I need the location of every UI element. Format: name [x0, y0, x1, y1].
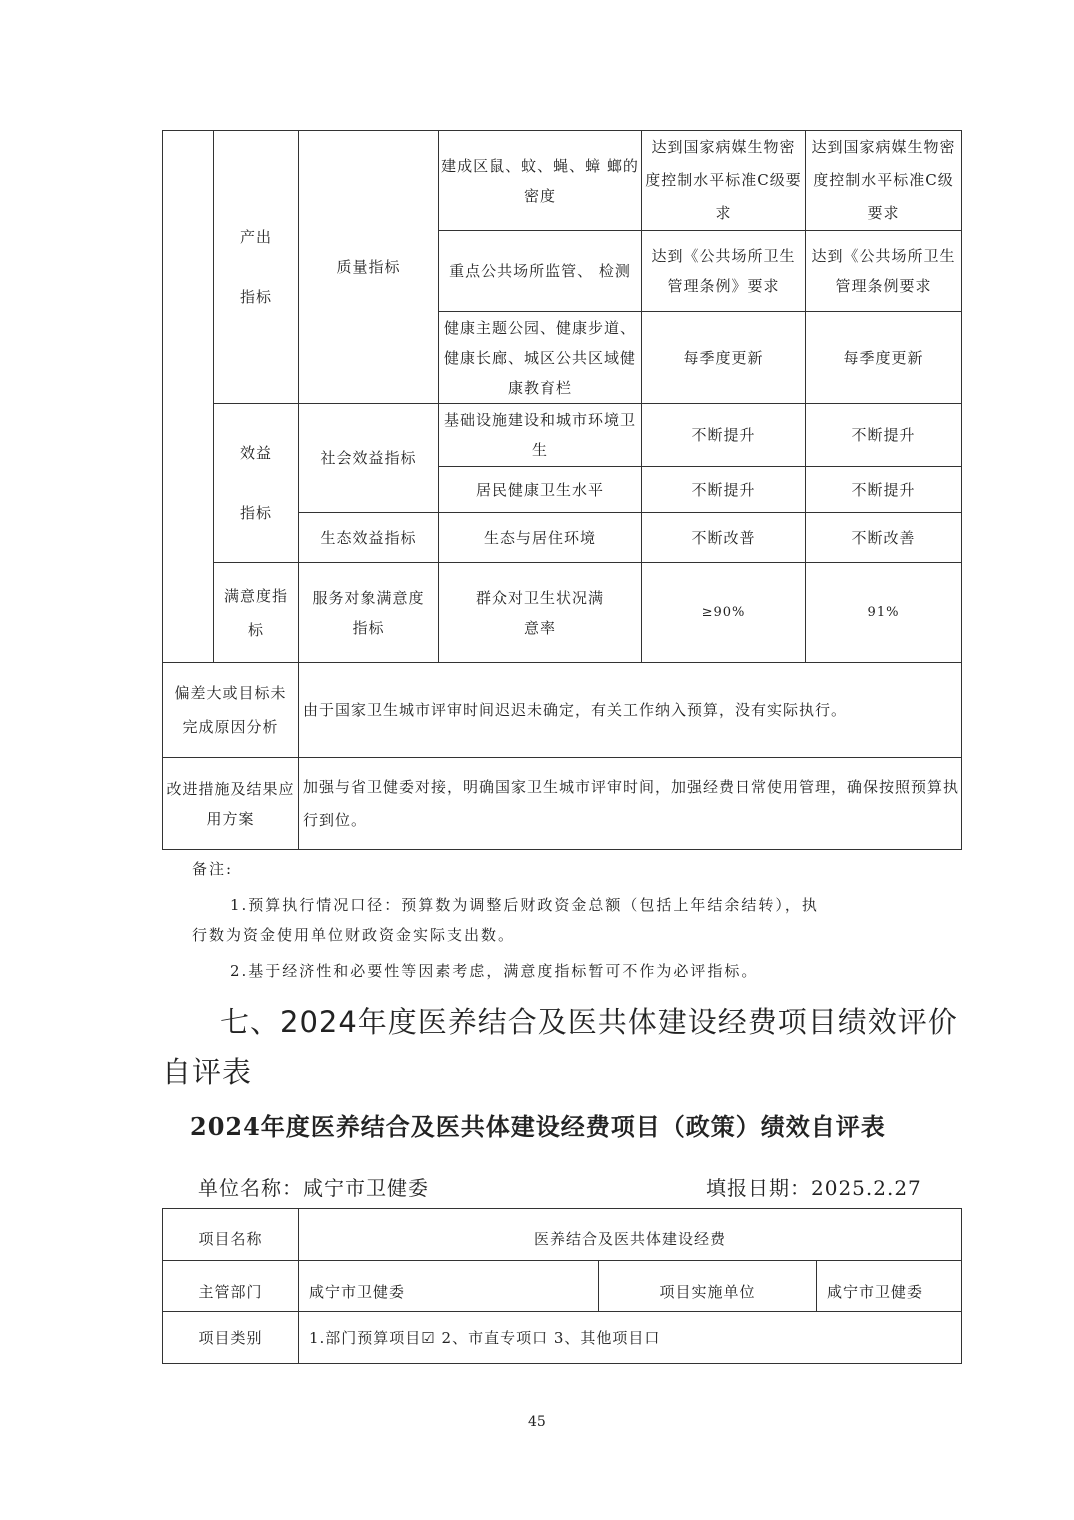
- health-item: 健康主题公园、健康步道、健康长廊、城区公共区域健康教育栏: [439, 312, 642, 404]
- note-1a: 1.预算执行情况口径：预算数为调整后财政资金总额（包括上年结余结转），执: [230, 896, 819, 914]
- health-target: 每季度更新: [642, 312, 806, 404]
- eco-target: 不断改普: [642, 513, 806, 563]
- resident-target: 不断提升: [642, 467, 806, 513]
- quality-indicator: 质量指标: [299, 131, 439, 404]
- resident-item: 居民健康卫生水平: [439, 467, 642, 513]
- notes-title: 备注:: [192, 860, 234, 878]
- sat-actual: 91%: [806, 563, 962, 663]
- table-title: 2024年度医养结合及医共体建设经费项目（政策）绩效自评表: [190, 1112, 886, 1141]
- benefit-indicator: 效益 指标: [214, 404, 299, 563]
- category-label: 项目类别: [163, 1312, 299, 1364]
- density-target: 达到国家病媒生物密度控制水平标准C级要求: [642, 131, 806, 231]
- infra-target: 不断提升: [642, 404, 806, 467]
- sat-target: ≥90%: [642, 563, 806, 663]
- public-item: 重点公共场所监管、 检测: [439, 231, 642, 312]
- unit-name: 单位名称：咸宁市卫健委: [198, 1176, 429, 1200]
- eco-actual: 不断改善: [806, 513, 962, 563]
- impl-label: 项目实施单位: [599, 1261, 817, 1312]
- density-actual: 达到国家病媒生物密度控制水平标准C级要求: [806, 131, 962, 231]
- project-name: 医养结合及医共体建设经费: [299, 1209, 962, 1261]
- satisfaction-indicator: 满意度指 标: [214, 563, 299, 663]
- dept-value: 咸宁市卫健委: [299, 1261, 599, 1312]
- health-actual: 每季度更新: [806, 312, 962, 404]
- eco-item: 生态与居住环境: [439, 513, 642, 563]
- blank-cell: [163, 131, 214, 663]
- public-target: 达到《公共场所卫生管理条例》要求: [642, 231, 806, 312]
- density-item: 建成区鼠、蚊、蝇、蟑 螂的密度: [439, 131, 642, 231]
- sat-item: 群众对卫生状况满 意率: [439, 563, 642, 663]
- page-number: 45: [528, 1414, 546, 1430]
- social-benefit: 社会效益指标: [299, 404, 439, 513]
- output-indicator: 产出 指标: [214, 131, 299, 404]
- deviation-text: 由于国家卫生城市评审时间迟迟未确定，有关工作纳入预算，没有实际执行。: [299, 663, 962, 758]
- category-value: 1.部门预算项目☑ 2、市直专项口 3、其他项目口: [299, 1312, 962, 1364]
- note-1b: 行数为资金使用单位财政资金实际支出数。: [192, 926, 516, 944]
- improve-label: 改进措施及结果应 用方案: [163, 758, 299, 850]
- indicator-table: [162, 130, 962, 850]
- deviation-label: 偏差大或目标未 完成原因分析: [163, 663, 299, 758]
- dept-label: 主管部门: [163, 1261, 299, 1312]
- infra-item: 基础设施建设和城市环境卫生: [439, 404, 642, 467]
- eco-benefit: 生态效益指标: [299, 513, 439, 563]
- public-actual: 达到《公共场所卫生管理条例要求: [806, 231, 962, 312]
- resident-actual: 不断提升: [806, 467, 962, 513]
- improve-text: 加强与省卫健委对接，明确国家卫生城市评审时间，加强经费日常使用管理，确保按照预算执行到位。: [299, 758, 962, 850]
- section-heading: 七、2024年度医养结合及医共体建设经费项目绩效评价: [220, 1005, 958, 1039]
- project-name-label: 项目名称: [163, 1209, 299, 1261]
- impl-value: 咸宁市卫健委: [817, 1261, 962, 1312]
- infra-actual: 不断提升: [806, 404, 962, 467]
- section-heading-line2: 自评表: [162, 1055, 253, 1089]
- fill-date: 填报日期：2025.2.27: [706, 1176, 922, 1200]
- note-2: 2.基于经济性和必要性等因素考虑，满意度指标暂可不作为必评指标。: [230, 962, 759, 980]
- service-satisfaction: 服务对象满意度 指标: [299, 563, 439, 663]
- project-table: [162, 1208, 962, 1364]
